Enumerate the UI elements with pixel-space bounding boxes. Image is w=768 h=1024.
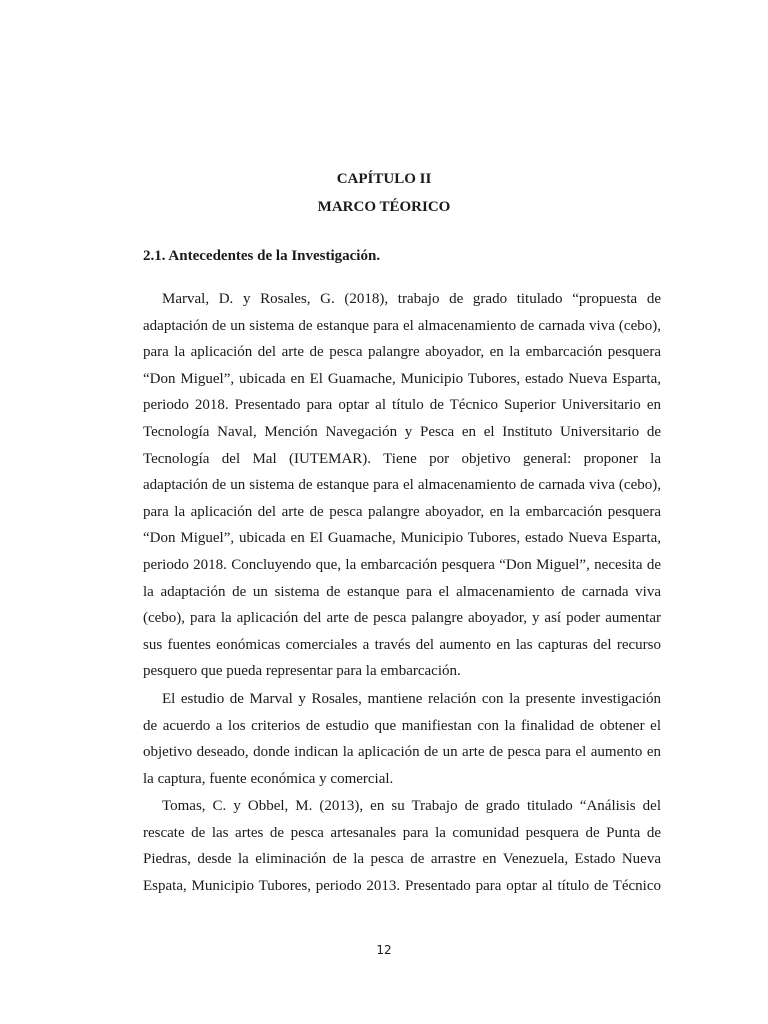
text-line: sus fuentes eonómicas comerciales a través del aumento en las capturas del recurso: [143, 636, 661, 653]
text-line: adaptación de un sistema de estanque para el almacenamiento de carnada viva (cebo),: [143, 477, 661, 494]
page-number: 12: [376, 943, 392, 957]
paragraph-marval-rosales: [143, 286, 661, 685]
paragraph-tomas-obbel: [143, 793, 661, 899]
text-line: Piedras, desde la eliminación de la pesca de arrastre en Venezuela, Estado Nueva: [143, 851, 661, 868]
text-line: la adaptación de un sistema de estanque para el almacenamiento de carnada viva: [143, 583, 661, 600]
text-line: para la aplicación del arte de pesca palangre aboyador, en la embarcación pesquera: [143, 503, 661, 520]
text-line: Tecnología del Mal (IUTEMAR). Tiene por objetivo general: proponer la: [143, 450, 661, 467]
paragraph-relation: [143, 686, 661, 792]
text-line: rescate de las artes de pesca artesanales para la comunidad pesquera de Punta de: [143, 824, 661, 841]
text-line: la captura, fuente económica y comercial.: [143, 770, 394, 787]
text-line: Tecnología Naval, Mención Navegación y Pesca en el Instituto Universitario de: [143, 423, 661, 440]
text-line: Tomas, C. y Obbel, M. (2013), en su Trabajo de grado titulado “Análisis del: [162, 798, 661, 814]
chapter-number: CAPÍTULO II: [336, 171, 432, 187]
text-line: adaptación de un sistema de estanque para el almacenamiento de carnada viva (cebo),: [143, 317, 661, 334]
text-line: de acuerdo a los criterios de estudio que manifiestan con la finalidad de obtener el: [143, 717, 661, 734]
text-line: Marval, D. y Rosales, G. (2018), trabajo de grado titulado “propuesta de: [162, 291, 661, 307]
chapter-title: MARCO TÉORICO: [317, 199, 451, 215]
text-line: periodo 2018. Presentado para optar al título de Técnico Superior Universitario en: [143, 397, 661, 414]
text-line: (cebo), para la aplicación del arte de pesca palangre aboyador, y así poder aumentar: [143, 610, 661, 627]
section-heading: 2.1. Antecedentes de la Investigación.: [143, 248, 381, 264]
text-line: El estudio de Marval y Rosales, mantiene relación con la presente investigación: [162, 691, 661, 707]
text-line: objetivo deseado, donde indican la aplicación de un arte de pesca para el aumento en: [143, 744, 661, 761]
text-line: periodo 2018. Concluyendo que, la embarcación pesquera “Don Miguel”, necesita de: [143, 556, 661, 573]
text-line: “Don Miguel”, ubicada en El Guamache, Municipio Tubores, estado Nueva Esparta,: [143, 530, 661, 547]
text-line: Espata, Municipio Tubores, periodo 2013. Presentado para optar al título de Técnico: [143, 877, 661, 894]
text-line: “Don Miguel”, ubicada en El Guamache, Municipio Tubores, estado Nueva Esparta,: [143, 370, 661, 387]
text-line: para la aplicación del arte de pesca palangre aboyador, en la embarcación pesquera: [143, 344, 661, 361]
text-line: pesquero que pueda representar para la embarcación.: [143, 663, 461, 680]
